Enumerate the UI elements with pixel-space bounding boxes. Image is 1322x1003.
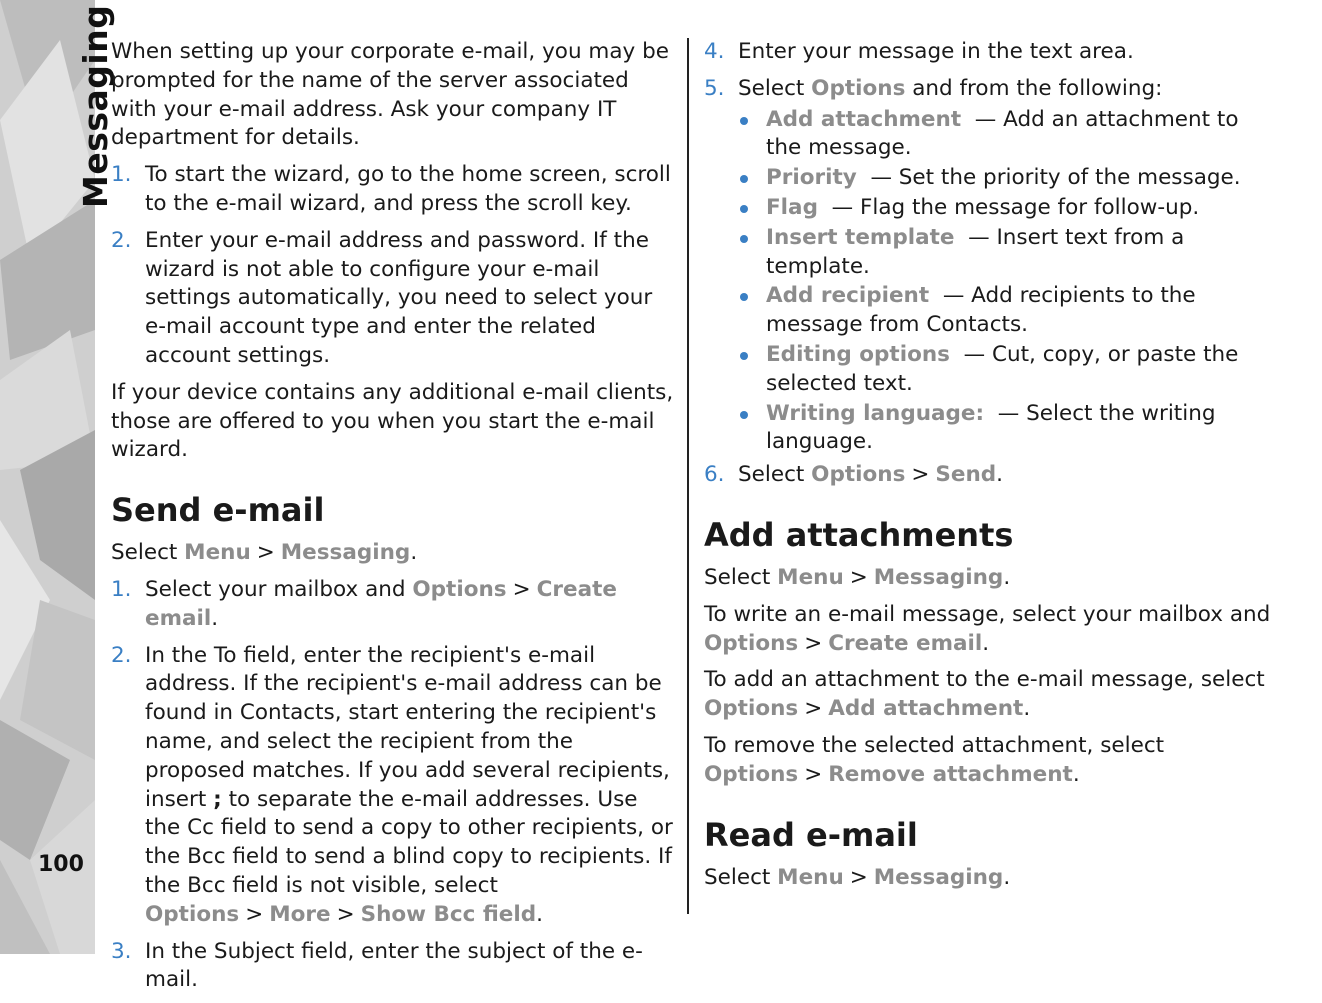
step-text: In the To field, enter the recipient's e-mail address. If the recipient's e-mail address can be found in Contacts, start entering the recipient's name, and select the recipient from the proposed matches. If you add several recipients, insert	[145, 642, 670, 812]
path-separator: >	[849, 564, 868, 590]
step-number: 4.	[704, 39, 725, 64]
text: .	[996, 462, 1003, 488]
outro-paragraph: If your device contains any additional e-mail clients, those are offered to you when you start the e-mail wizard.	[111, 379, 674, 463]
option-label: Insert template	[766, 224, 955, 250]
attach-paragraph-write	[704, 601, 1272, 659]
wizard-step	[111, 161, 676, 219]
option-item	[732, 106, 1272, 164]
option-label: Add recipient	[766, 283, 930, 309]
text: .	[536, 901, 543, 927]
send-link: Send	[935, 462, 997, 488]
read-select-path	[704, 864, 1272, 893]
step-number: 5.	[704, 75, 725, 101]
attach-paragraph-add	[704, 666, 1272, 724]
section-title-vertical: Messaging	[76, 4, 115, 208]
option-desc: — Insert text from a template.	[766, 224, 1185, 279]
path-separator: >	[849, 864, 868, 890]
step-text: In the Subject field, enter the subject of the e-mail.	[145, 938, 643, 993]
path-separator: >	[256, 540, 275, 566]
option-desc: — Flag the message for follow-up.	[831, 194, 1200, 220]
option-desc: — Add recipients to the message from Contacts.	[766, 283, 1196, 338]
step-text: and from the following:	[905, 75, 1163, 101]
options-list	[732, 106, 1272, 458]
sidebar	[0, 0, 95, 954]
option-desc: — Select the writing language.	[766, 400, 1216, 455]
remove-attachment-link: Remove attachment	[828, 761, 1073, 787]
send-steps	[111, 576, 676, 995]
attach-paragraph-remove	[704, 732, 1272, 790]
messaging-link: Messaging	[280, 540, 411, 566]
options-link: Options	[145, 901, 240, 927]
option-desc: — Set the priority of the message.	[870, 165, 1241, 191]
path-separator: >	[804, 630, 823, 656]
step-text: Select	[738, 75, 812, 101]
heading-read-email: Read e-mail	[704, 815, 918, 854]
path-separator: >	[911, 462, 930, 488]
sidebar-background-pattern	[0, 0, 95, 954]
wizard-steps	[111, 161, 676, 371]
intro-paragraph: When setting up your corporate e-mail, you may be prompted for the name of the server associated with your e-mail address. Ask your company IT department for details.	[111, 39, 669, 151]
path-separator: >	[512, 576, 531, 602]
option-item	[732, 224, 1272, 282]
step-number: 2.	[111, 642, 132, 668]
add-attachment-link: Add attachment	[828, 696, 1024, 722]
send-step	[704, 461, 1272, 490]
text: Select	[111, 540, 185, 566]
options-link: Options	[704, 696, 799, 722]
text: To remove the selected attachment, select	[704, 732, 1165, 758]
send-step	[111, 642, 676, 930]
option-desc: — Add an attachment to the message.	[766, 106, 1239, 161]
text: .	[1023, 696, 1031, 722]
option-label: Editing options	[766, 341, 950, 367]
step-text: Select	[738, 462, 812, 488]
text: .	[1072, 761, 1080, 787]
options-link: Options	[704, 630, 799, 656]
step-number: 1.	[111, 162, 132, 188]
menu-link: Menu	[184, 540, 251, 566]
step-number: 3.	[111, 938, 132, 964]
text: Select	[704, 564, 778, 590]
path-separator: >	[804, 696, 823, 722]
text: .	[211, 605, 219, 631]
option-item	[732, 194, 1272, 223]
step-text: Enter your e-mail address and password. If the wizard is not able to configure your e-mail settings automatically, you need to select your e-mail account type and enter the related account settings.	[145, 227, 653, 368]
text: .	[982, 630, 990, 656]
menu-link: Menu	[777, 564, 844, 590]
messaging-link: Messaging	[873, 864, 1004, 890]
step-text: Select your mailbox and	[145, 576, 413, 602]
option-label: Flag	[766, 194, 818, 220]
menu-link: Menu	[777, 864, 844, 890]
left-column	[111, 38, 676, 1003]
options-link: Options	[811, 75, 906, 101]
create-email-link: Create email	[145, 576, 617, 631]
text: To add an attachment to the e-mail message, select	[704, 667, 1265, 693]
messaging-link: Messaging	[873, 564, 1004, 590]
option-item	[732, 400, 1272, 458]
step-number: 6.	[704, 462, 725, 488]
step-text: to separate the e-mail addresses. Use the Cc field to send a copy to other recipients, or the Bcc field to send a blind copy to recipients. If the Bcc field is not visible, select	[145, 786, 673, 898]
heading-send-email: Send e-mail	[111, 491, 325, 530]
send-select-path	[111, 539, 676, 568]
options-link: Options	[412, 576, 507, 602]
option-label: Writing language:	[766, 400, 985, 426]
option-desc: — Cut, copy, or paste the selected text.	[766, 341, 1239, 396]
show-bcc-field-link: Show Bcc field	[360, 901, 537, 927]
step-text: Enter your message in the text area.	[738, 39, 1134, 64]
step-text: To start the wizard, go to the home screen, scroll to the e-mail wizard, and press the scroll key.	[145, 162, 671, 216]
path-separator: >	[336, 901, 355, 927]
text: To write an e-mail message, select your mailbox and	[704, 601, 1271, 627]
options-link: Options	[811, 462, 906, 488]
step-number: 1.	[111, 576, 132, 602]
step-number: 2.	[111, 227, 132, 253]
options-link: Options	[704, 761, 799, 787]
send-steps-continued	[704, 38, 1272, 490]
right-column	[704, 38, 1272, 900]
path-separator: >	[245, 901, 264, 927]
text: .	[410, 540, 418, 566]
send-step	[704, 75, 1272, 457]
attach-select-path	[704, 564, 1272, 593]
create-email-link: Create email	[828, 630, 983, 656]
path-separator: >	[804, 761, 823, 787]
text: .	[1003, 564, 1011, 590]
option-label: Add attachment	[766, 106, 962, 132]
text: Select	[704, 864, 778, 890]
send-step	[704, 38, 1272, 67]
more-link: More	[269, 901, 331, 927]
column-divider	[687, 38, 689, 914]
send-step	[111, 938, 676, 996]
send-step	[111, 576, 676, 634]
option-item	[732, 164, 1272, 193]
text: .	[1003, 864, 1011, 890]
wizard-step	[111, 227, 676, 371]
heading-add-attachments: Add attachments	[704, 515, 1014, 554]
option-item	[732, 282, 1272, 340]
semicolon: ;	[213, 786, 222, 812]
option-label: Priority	[766, 165, 857, 191]
page-number: 100	[38, 852, 84, 877]
option-item	[732, 341, 1272, 399]
